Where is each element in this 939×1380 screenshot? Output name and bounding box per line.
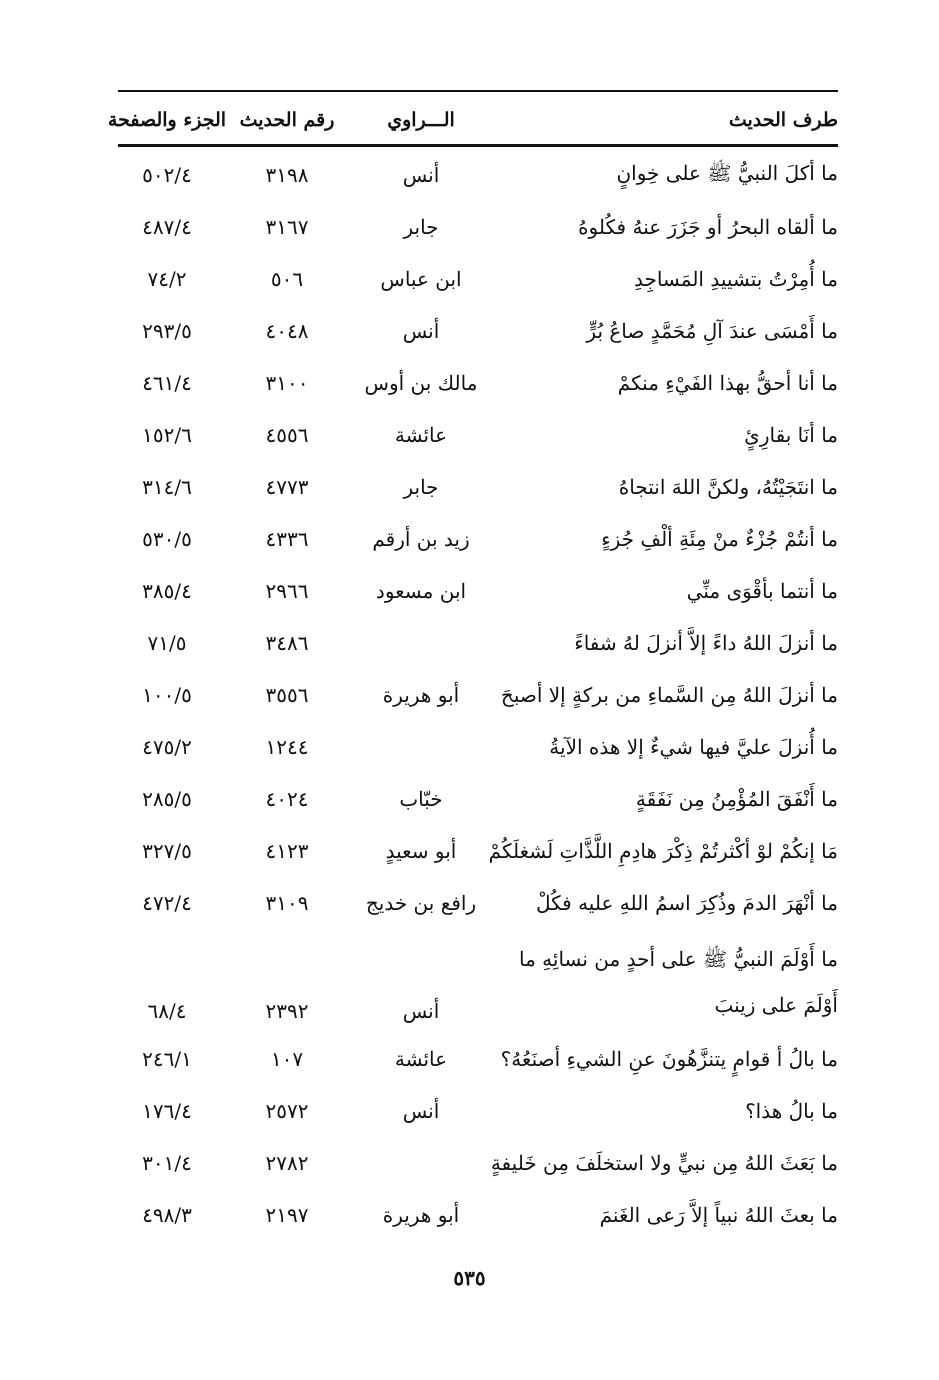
hadith-text: ما أنزلَ اللهُ مِن السَّماءِ من بركةٍ إلا أصبحَ (500, 683, 838, 707)
narrator-cell: أبو سعيدٍ (385, 839, 457, 863)
hadith-text-wrapped: ما أَوْلَمَ النبيُّ ﷺ على أحدٍ من نسائِهِ ما أَوْلَمَ على زينبَ (518, 947, 838, 1017)
table-row (106, 773, 844, 825)
volume-page-cell: ١٧٦/٤ (142, 1099, 192, 1123)
hadith-text: ما أنزلَ اللهُ داءً إلاَّ أنزلَ لهُ شفاءً (574, 631, 838, 655)
hadith-text: ما أنتما بأقْوَى منِّي (686, 579, 838, 603)
volume-page-cell: ٤٧٥/٢ (142, 735, 192, 759)
top-rule (118, 90, 838, 92)
header-reference: الجزء والصفحة (107, 109, 227, 131)
hadith-index-table (106, 95, 844, 1241)
narrator-cell: زيد بن أرقم (372, 527, 470, 551)
hadith-number-cell: ١٠٧ (270, 1047, 304, 1071)
hadith-text: ما انتَجَيْتُهُ، ولكنَّ اللهَ انتجاهُ (618, 475, 838, 499)
hadith-number-cell: ٢٥٧٢ (265, 1099, 309, 1123)
hadith-number-cell: ٣٤٨٦ (265, 631, 309, 655)
hadith-number-cell: ٢١٩٧ (265, 1203, 309, 1227)
table-header-row (106, 95, 844, 145)
page-number: ٥٣٥ (453, 1266, 486, 1290)
table-row (106, 305, 844, 357)
volume-page-cell: ٢٩٣/٥ (142, 319, 192, 343)
table-row (106, 357, 844, 409)
volume-page-cell: ٣٠١/٤ (142, 1151, 192, 1175)
narrator-cell (346, 721, 496, 773)
narrator-cell: ابن مسعود (375, 579, 467, 603)
narrator-cell: أبو هريرة (382, 683, 460, 707)
hadith-text: ما بالُ أ قوامٍ يتنزَّهُونَ عنِ الشيءِ أصنَعُهُ؟ (500, 1047, 838, 1071)
narrator-cell: عائشة (394, 423, 448, 447)
table-row (106, 721, 844, 773)
hadith-text: ما أنتُمْ جُزْءٌ منْ مِئَةِ ألْفِ جُزءٍ (601, 527, 838, 551)
hadith-number-cell: ٤١٢٣ (265, 839, 309, 863)
narrator-cell (346, 617, 496, 669)
hadith-number-cell: ٤٠٤٨ (265, 319, 309, 343)
hadith-text: ما أَنْفَقَ المُؤْمِنُ مِن نَفَقَةٍ (635, 787, 838, 811)
hadith-number-cell: ٤٥٥٦ (265, 423, 309, 447)
narrator-cell: أنس (402, 1099, 440, 1123)
narrator-cell: أنس (402, 999, 440, 1023)
table-row (106, 877, 844, 929)
table-row (106, 253, 844, 305)
narrator-cell: أبو هريرة (382, 1203, 460, 1227)
narrator-cell: جابر (403, 475, 439, 499)
hadith-number-cell: ٣٥٥٦ (265, 683, 309, 707)
table-row (106, 1189, 844, 1241)
volume-page-cell: ٢٨٥/٥ (142, 787, 192, 811)
narrator-cell: خبّاب (399, 787, 443, 811)
hadith-number-cell: ٣١٩٨ (265, 163, 309, 187)
table-row (106, 929, 844, 1033)
narrator-cell: ابن عباس (380, 267, 462, 291)
hadith-number-cell: ١٢٤٤ (265, 735, 309, 759)
hadith-text: ما أنْهَرَ الدمَ وذُكِرَ اسمُ اللهِ عليه فكُلْ (535, 891, 838, 915)
volume-page-cell: ٣١٤/٦ (142, 475, 192, 499)
header-number: رقم الحديث (239, 109, 335, 131)
hadith-number-cell: ٤٣٣٦ (265, 527, 309, 551)
hadith-number-cell: ٥٠٦ (270, 267, 304, 291)
volume-page-cell: ٣٨٥/٤ (142, 579, 192, 603)
table-row (106, 409, 844, 461)
volume-page-cell: ٤٦١/٤ (142, 371, 192, 395)
table-row (106, 201, 844, 253)
table-row (106, 565, 844, 617)
hadith-text: ما بالُ هذا؟ (745, 1099, 838, 1123)
volume-page-cell: ٢٤٦/١ (142, 1047, 192, 1071)
narrator-cell: أنس (402, 163, 440, 187)
hadith-number-cell: ٣١٦٧ (265, 215, 309, 239)
volume-page-cell: ٣٢٧/٥ (142, 839, 192, 863)
header-hadith: طرف الحديث (728, 109, 838, 131)
table-row (106, 617, 844, 669)
narrator-cell: رافع بن خديج (365, 891, 477, 915)
hadith-text: ما بَعَثَ اللهُ مِن نبيٍّ ولا استخلَفَ مِن خَليفةٍ (490, 1151, 838, 1175)
volume-page-cell: ٤٩٨/٣ (142, 1203, 192, 1227)
volume-page-cell: ١٠٠/٥ (142, 683, 192, 707)
volume-page-cell: ٦٨/٤ (147, 999, 187, 1023)
hadith-text: مَا إنكُمْ لوْ أكْثرتُمْ ذِكْرَ هادِمِ اللَّذَّاتِ لَشغلَكُمْ (488, 839, 838, 863)
hadith-text (496, 929, 844, 1033)
hadith-number-cell: ٤٠٢٤ (265, 787, 309, 811)
hadith-number-cell: ٢٣٩٢ (265, 999, 309, 1023)
hadith-text: ما بعثَ اللهُ نبياً إلاَّ رَعى الغَنمَ (599, 1203, 838, 1227)
hadith-text: ما ألقاه البحرُ أو جَزَرَ عنهُ فكُلوهُ (578, 215, 838, 239)
volume-page-cell: ٥٠٢/٤ (142, 163, 192, 187)
hadith-number-cell: ٢٧٨٢ (265, 1151, 309, 1175)
narrator-cell (346, 1137, 496, 1189)
header-narrator: الـــراوي (387, 109, 455, 131)
table-row (106, 149, 844, 201)
hadith-text: ما أُمِرْتُ بتشييدِ المَساجِدِ (633, 267, 838, 291)
volume-page-cell: ٧٤/٢ (147, 267, 187, 291)
table-row (106, 825, 844, 877)
table-row (106, 461, 844, 513)
volume-page-cell: ٧١/٥ (147, 631, 187, 655)
hadith-number-cell: ٣١٠٩ (265, 891, 309, 915)
hadith-text: ما أكلَ النبيُّ ﷺ على خِوانٍ (616, 160, 838, 185)
hadith-text: ما أَمْسَى عندَ آلِ مُحَمَّدٍ صاعُ بُرٍّ (586, 319, 838, 343)
narrator-cell: جابر (403, 215, 439, 239)
table-row (106, 1137, 844, 1189)
table-row (106, 669, 844, 721)
hadith-number-cell: ٤٧٧٣ (265, 475, 309, 499)
volume-page-cell: ٤٧٢/٤ (142, 891, 192, 915)
table-row (106, 513, 844, 565)
hadith-number-cell: ٢٩٦٦ (265, 579, 309, 603)
narrator-cell: مالك بن أوس (364, 371, 478, 395)
hadith-text: ما أنَا بقارِئٍ (744, 423, 838, 447)
table-row (106, 1085, 844, 1137)
volume-page-cell: ٤٨٧/٤ (142, 215, 192, 239)
volume-page-cell: ٥٣٠/٥ (142, 527, 192, 551)
narrator-cell: عائشة (394, 1047, 448, 1071)
narrator-cell: أنس (402, 319, 440, 343)
table-row (106, 1033, 844, 1085)
hadith-text: ما أنا أحقُّ بهذا الفَيْءِ منكمْ (617, 371, 838, 395)
volume-page-cell: ١٥٢/٦ (142, 423, 192, 447)
hadith-number-cell: ٣١٠٠ (265, 371, 309, 395)
hadith-text: ما أُنزلَ عليَّ فيها شيءٌ إلا هذه الآيةُ (549, 735, 838, 759)
